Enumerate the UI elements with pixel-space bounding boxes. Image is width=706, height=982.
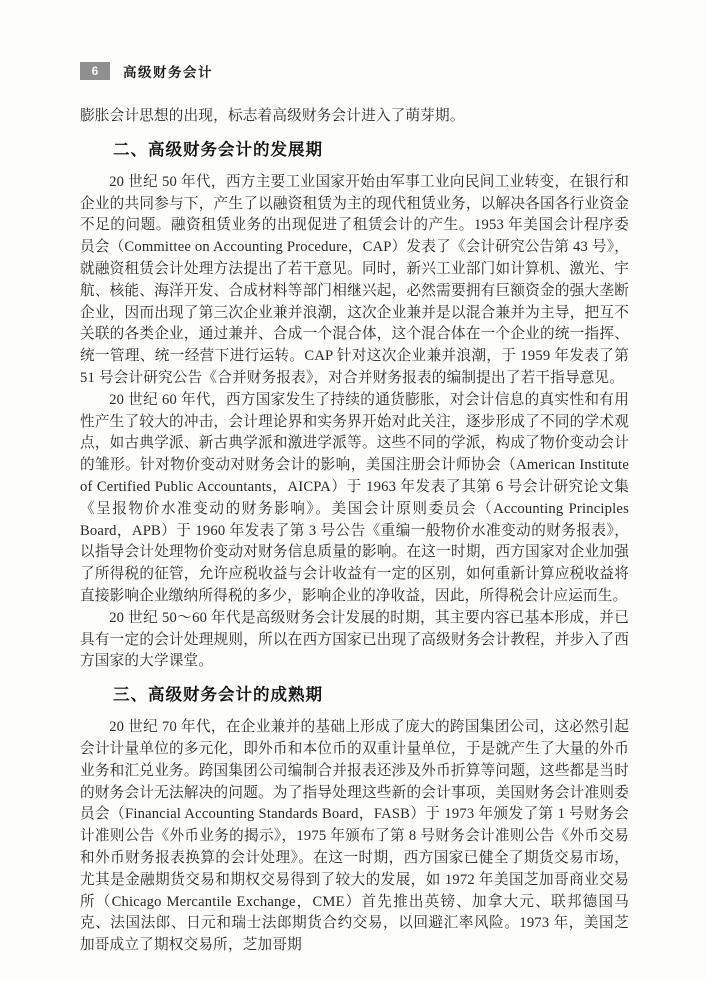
- page-content: [80, 106, 629, 957]
- page-number-badge: [80, 62, 110, 80]
- section-heading-maturity: 三、高级财务会计的成熟期: [113, 685, 323, 705]
- maturity-paragraph-1: 20 世纪 70 年代，在企业兼并的基础上形成了庞大的跨国集团公司，这必然引起会计计量单位的多元化，即外币和本位币的双重计量单位，于是就产生了大量的外币业务和汇兑业务。跨国集团公司编制合并报表还涉及外币折算等问题，这些都是当时的财务会计无法解决的问题。为了指导处理这些新的会计事项，美国财务会计准则委员会（Financial Accounting Standards Board，FASB）于 1973 年颁发了第 1 号财务会计准则公告《外币业务的揭示》，1975 年颁布了第 8 号财务会计准则公告《外币交易和外币财务报表换算的会计处理》。在这一时期，西方国家已健全了期货交易市场，尤其是金融期货交易和期权交易得到了较大的发展，如 1972 年美国芝加哥商业交易所（Chicago Mercantile Exchange，CME）首先推出英镑、加拿大元、联邦德国马克、法国法郎、日元和瑞士法郎期货合约交易，以回避汇率风险。1973 年，美国芝加哥成立了期权交易所，芝加哥期: [80, 719, 629, 954]
- running-header: [80, 61, 213, 81]
- section-heading-development: 二、高级财务会计的发展期: [113, 139, 323, 159]
- page-number: 6: [91, 64, 99, 78]
- development-paragraph-3: 20 世纪 50～60 年代是高级财务会计发展的时期，其主要内容已基本形成，并已具有一定的会计处理规则，所以在西方国家已出现了高级财务会计教程，并步入了西方国家的大学课堂。: [80, 609, 629, 670]
- intro-paragraph: 膨胀会计思想的出现，标志着高级财务会计进入了萌芽期。: [80, 108, 465, 124]
- book-title: 高级财务会计: [123, 65, 213, 80]
- development-paragraph-1: 20 世纪 50 年代，西方主要工业国家开始由军事工业向民间工业转变，在银行和企业的共同参与下，产生了以融资租赁为主的现代租赁业务，以解决各国各行业资金不足的问题。融资租赁业务的出现促进了租赁会计的产生。1953 年美国会计程序委员会（Committee on Accounting Procedure，CAP）发表了《会计研究公告第 43 号》，就融资租赁会计处理方法提出了若干意见。同时，新兴工业部门如计算机、激光、宇航、核能、海洋开发、合成材料等部门相继兴起，必然需要拥有巨额资金的强大垄断企业，因而出现了第三次企业兼并浪潮，这次企业兼并是以混合兼并为主导，把互不关联的各类企业，通过兼并、合成一个混合体，这个混合体在一个企业的统一指挥、统一管理、统一经营下进行运转。CAP 针对这次企业兼并浪潮，于 1959 年发表了第 51 号会计研究公告《合并财务报表》，对合并财务报表的编制提出了若干指导意见。: [80, 173, 629, 386]
- development-paragraph-2: 20 世纪 60 年代，西方国家发生了持续的通货膨胀，对会计信息的真实性和有用性产生了较大的冲击，会计理论界和实务界开始对此关注，逐步形成了不同的学术观点，如古典学派、新古典学派和激进学派等。这些不同的学派，构成了物价变动会计的雏形。针对物价变动对财务会计的影响，美国注册会计师协会（American Institute of Certified Public Accountants，AICPA）于 1963 年发表了其第 6 号会计研究论文集《呈报物价水准变动的财务影响》。美国会计原则委员会（Accounting Principles Board，APB）于 1960 年发表了第 3 号公告《重编一般物价水准变动的财务报表》，以指导会计处理物价变动对财务信息质量的影响。在这一时期，西方国家对企业加强了所得税的征管，允许应税收益与会计收益有一定的区别，如何重新计算应税收益将直接影响企业缴纳所得税的多少，影响企业的净收益，因此，所得税会计应运而生。: [80, 391, 629, 604]
